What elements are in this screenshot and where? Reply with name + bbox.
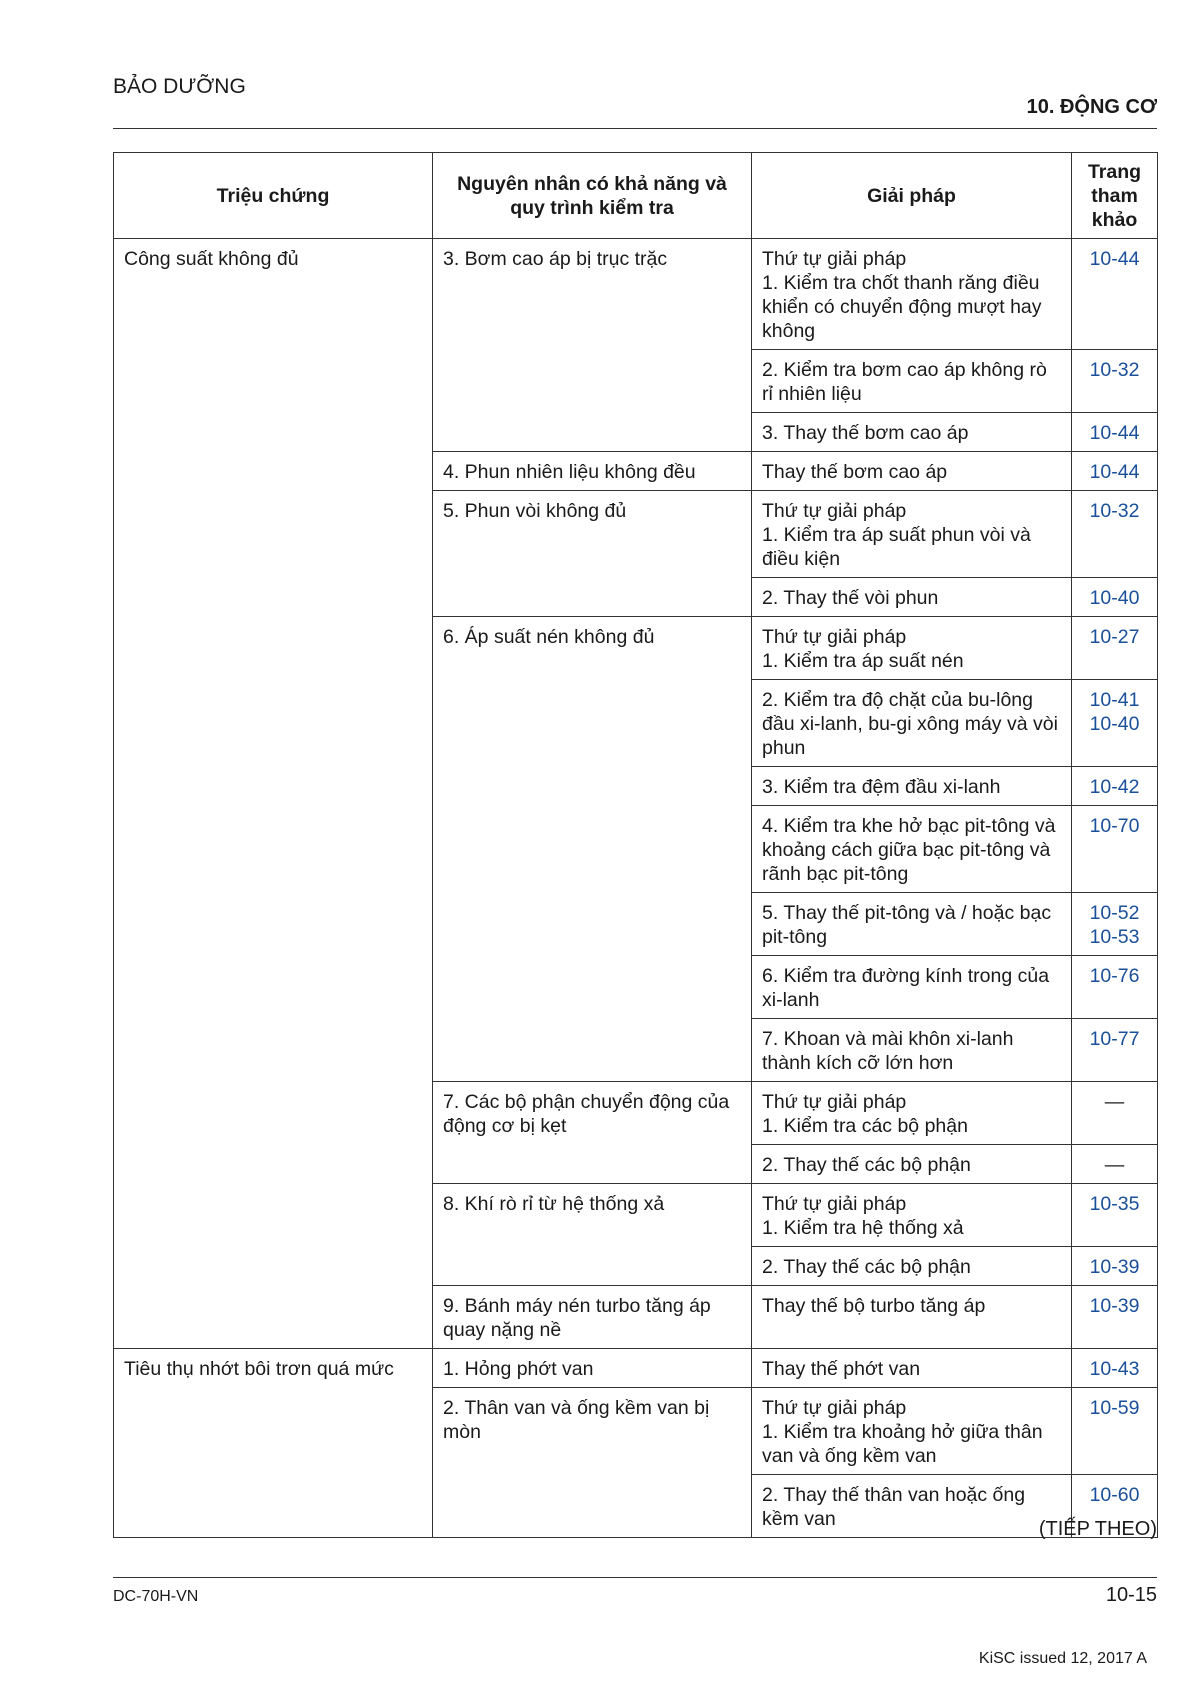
solution-cell: Thay thế phớt van bbox=[752, 1349, 1072, 1388]
cause-cell: 8. Khí rò rỉ từ hệ thống xả bbox=[433, 1184, 752, 1286]
solution-cell: 3. Thay thế bơm cao áp bbox=[752, 413, 1072, 452]
cause-cell: 6. Áp suất nén không đủ bbox=[433, 617, 752, 1082]
solution-cell: Thay thế bộ turbo tăng áp bbox=[752, 1286, 1072, 1349]
chapter-title: 10. ĐỘNG CƠ bbox=[1026, 96, 1157, 118]
solution-cell: 2. Thay thế các bộ phận bbox=[752, 1247, 1072, 1286]
continued-label: (TIẾP THEO) bbox=[1038, 1518, 1157, 1540]
section-title: BẢO DƯỠNG bbox=[113, 75, 246, 98]
page-ref-link[interactable]: 10-59 bbox=[1072, 1388, 1158, 1475]
column-header-cause: Nguyên nhân có khả năng và quy trình kiểm tra bbox=[433, 153, 752, 239]
cause-cell: 1. Hỏng phớt van bbox=[433, 1349, 752, 1388]
page-ref-link[interactable]: 10-60 bbox=[1072, 1475, 1158, 1538]
solution-cell: Thứ tự giải pháp 1. Kiểm tra áp suất nén bbox=[752, 617, 1072, 680]
page-ref-link[interactable]: 10-35 bbox=[1072, 1184, 1158, 1247]
solution-cell: Thứ tự giải pháp 1. Kiểm tra chốt thanh răng điều khiển có chuyển động mượt hay không bbox=[752, 239, 1072, 350]
solution-cell: 2. Kiểm tra độ chặt của bu-lông đầu xi-lanh, bu-gi xông máy và vòi phun bbox=[752, 680, 1072, 767]
solution-cell: 2. Thay thế các bộ phận bbox=[752, 1145, 1072, 1184]
solution-cell: 5. Thay thế pit-tông và / hoặc bạc pit-tông bbox=[752, 893, 1072, 956]
issue-note: KiSC issued 12, 2017 A bbox=[978, 1650, 1147, 1667]
page-ref-link[interactable]: 10-44 bbox=[1072, 452, 1158, 491]
document-code: DC-70H-VN bbox=[113, 1588, 199, 1605]
page-ref-link[interactable]: 10-42 bbox=[1072, 767, 1158, 806]
cause-cell: 3. Bơm cao áp bị trục trặc bbox=[433, 239, 752, 452]
page-ref-link[interactable]: 10-43 bbox=[1072, 1349, 1158, 1388]
solution-cell: 3. Kiểm tra đệm đầu xi-lanh bbox=[752, 767, 1072, 806]
page-ref-link[interactable]: 10-39 bbox=[1072, 1286, 1158, 1349]
page-number: 10-15 bbox=[1105, 1584, 1157, 1606]
page-ref-link[interactable]: 10-32 bbox=[1072, 491, 1158, 578]
column-header-symptom: Triệu chứng bbox=[114, 153, 433, 239]
solution-cell: 2. Thay thế thân van hoặc ống kềm van bbox=[752, 1475, 1072, 1538]
cause-cell: 5. Phun vòi không đủ bbox=[433, 491, 752, 617]
page-ref-link[interactable]: 10-76 bbox=[1072, 956, 1158, 1019]
page-ref-none: — bbox=[1072, 1145, 1158, 1184]
page-ref-link[interactable]: 10-40 bbox=[1072, 578, 1158, 617]
page-ref-link[interactable]: 10-44 bbox=[1072, 239, 1158, 350]
header-divider bbox=[113, 128, 1157, 129]
solution-cell: 6. Kiểm tra đường kính trong của xi-lanh bbox=[752, 956, 1072, 1019]
footer-divider bbox=[113, 1577, 1157, 1578]
solution-cell: Thứ tự giải pháp 1. Kiểm tra áp suất phun vòi và điều kiện bbox=[752, 491, 1072, 578]
symptom-cell: Tiêu thụ nhớt bôi trơn quá mức bbox=[114, 1349, 433, 1538]
page-ref-link[interactable]: 10-41 10-40 bbox=[1072, 680, 1158, 767]
page-ref-link[interactable]: 10-44 bbox=[1072, 413, 1158, 452]
table-row bbox=[114, 239, 1158, 350]
table-header-row bbox=[114, 153, 1158, 239]
solution-cell: 7. Khoan và mài khôn xi-lanh thành kích cỡ lớn hơn bbox=[752, 1019, 1072, 1082]
page-ref-link[interactable]: 10-39 bbox=[1072, 1247, 1158, 1286]
cause-cell: 4. Phun nhiên liệu không đều bbox=[433, 452, 752, 491]
page-ref-link[interactable]: 10-70 bbox=[1072, 806, 1158, 893]
solution-cell: 2. Thay thế vòi phun bbox=[752, 578, 1072, 617]
page-ref-link[interactable]: 10-77 bbox=[1072, 1019, 1158, 1082]
troubleshooting-table bbox=[113, 152, 1158, 1538]
solution-cell: Thay thế bơm cao áp bbox=[752, 452, 1072, 491]
solution-cell: Thứ tự giải pháp 1. Kiểm tra hệ thống xả bbox=[752, 1184, 1072, 1247]
solution-cell: 4. Kiểm tra khe hở bạc pit-tông và khoảng cách giữa bạc pit-tông và rãnh bạc pit-tông bbox=[752, 806, 1072, 893]
page-ref-link[interactable]: 10-32 bbox=[1072, 350, 1158, 413]
column-header-solution: Giải pháp bbox=[752, 153, 1072, 239]
page-ref-link[interactable]: 10-27 bbox=[1072, 617, 1158, 680]
cause-cell: 7. Các bộ phận chuyển động của động cơ bị kẹt bbox=[433, 1082, 752, 1184]
solution-cell: 2. Kiểm tra bơm cao áp không rò rỉ nhiên liệu bbox=[752, 350, 1072, 413]
cause-cell: 2. Thân van và ống kềm van bị mòn bbox=[433, 1388, 752, 1538]
solution-cell: Thứ tự giải pháp 1. Kiểm tra các bộ phận bbox=[752, 1082, 1072, 1145]
symptom-cell: Công suất không đủ bbox=[114, 239, 433, 1349]
column-header-reference: Trang tham khảo bbox=[1072, 153, 1158, 239]
table-row bbox=[114, 1349, 1158, 1388]
solution-cell: Thứ tự giải pháp 1. Kiểm tra khoảng hở giữa thân van và ống kềm van bbox=[752, 1388, 1072, 1475]
cause-cell: 9. Bánh máy nén turbo tăng áp quay nặng nề bbox=[433, 1286, 752, 1349]
page-ref-link[interactable]: 10-52 10-53 bbox=[1072, 893, 1158, 956]
page-ref-none: — bbox=[1072, 1082, 1158, 1145]
